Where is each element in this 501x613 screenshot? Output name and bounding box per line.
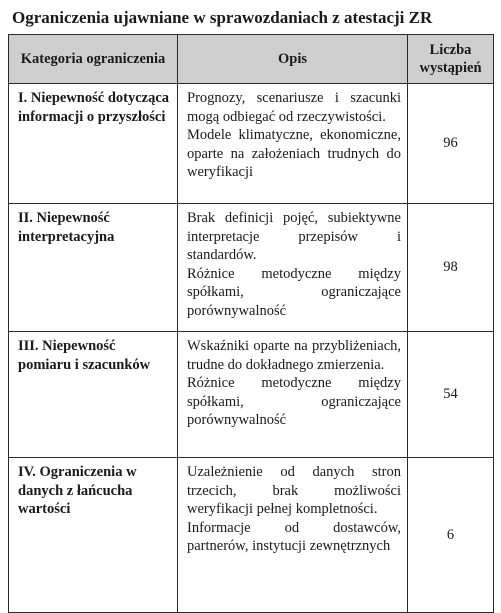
- description-line: Prognozy, scenariusze i szacunki mogą odbiegać od rzeczywistości.: [187, 90, 401, 125]
- description-cell: [178, 84, 408, 204]
- description-cell: [178, 204, 408, 332]
- category-cell: I. Niepewność dotycząca informacji o przyszłości: [9, 84, 178, 204]
- category-cell: III. Niepewność pomiaru i szacunków: [9, 332, 178, 458]
- description-cell: [178, 332, 408, 458]
- count-cell: 54: [408, 332, 494, 458]
- header-count: Liczba wystąpień: [408, 35, 494, 84]
- count-cell: 98: [408, 204, 494, 332]
- description-line: Informacje od dostawców, partnerów, instytucji zewnętrznych: [187, 519, 401, 554]
- description-cell: [178, 458, 408, 613]
- description-line: Różnice metodyczne między spółkami, ograniczające porównywalność: [187, 375, 401, 428]
- header-row: [9, 35, 494, 84]
- description-line: Wskaźniki oparte na przybliżeniach, trudne do dokładnego zmierzenia.: [187, 338, 401, 373]
- limitations-table: [8, 34, 494, 613]
- count-cell: 6: [408, 458, 494, 613]
- description-line: Modele klimatyczne, ekonomiczne, oparte na założeniach trudnych do weryfikacji: [187, 127, 401, 180]
- count-cell: 96: [408, 84, 494, 204]
- table-row: [9, 84, 494, 204]
- table-row: [9, 458, 494, 613]
- table-row: [9, 204, 494, 332]
- header-category: Kategoria ograniczenia: [9, 35, 178, 84]
- table-title: Ograniczenia ujawniane w sprawozdaniach z atestacji ZR: [12, 8, 433, 27]
- header-description: Opis: [178, 35, 408, 84]
- description-line: Uzależnienie od danych stron trzecich, brak możliwości weryfikacji pełnej kompletności.: [187, 464, 401, 517]
- category-cell: IV. Ograniczenia w danych z łańcucha wartości: [9, 458, 178, 613]
- table-row: [9, 332, 494, 458]
- description-line: Brak definicji pojęć, subiektywne interpretacje przepisów i standardów.: [187, 210, 401, 263]
- category-cell: II. Niepewność interpretacyjna: [9, 204, 178, 332]
- description-line: Różnice metodyczne między spółkami, ograniczające porównywalność: [187, 265, 401, 319]
